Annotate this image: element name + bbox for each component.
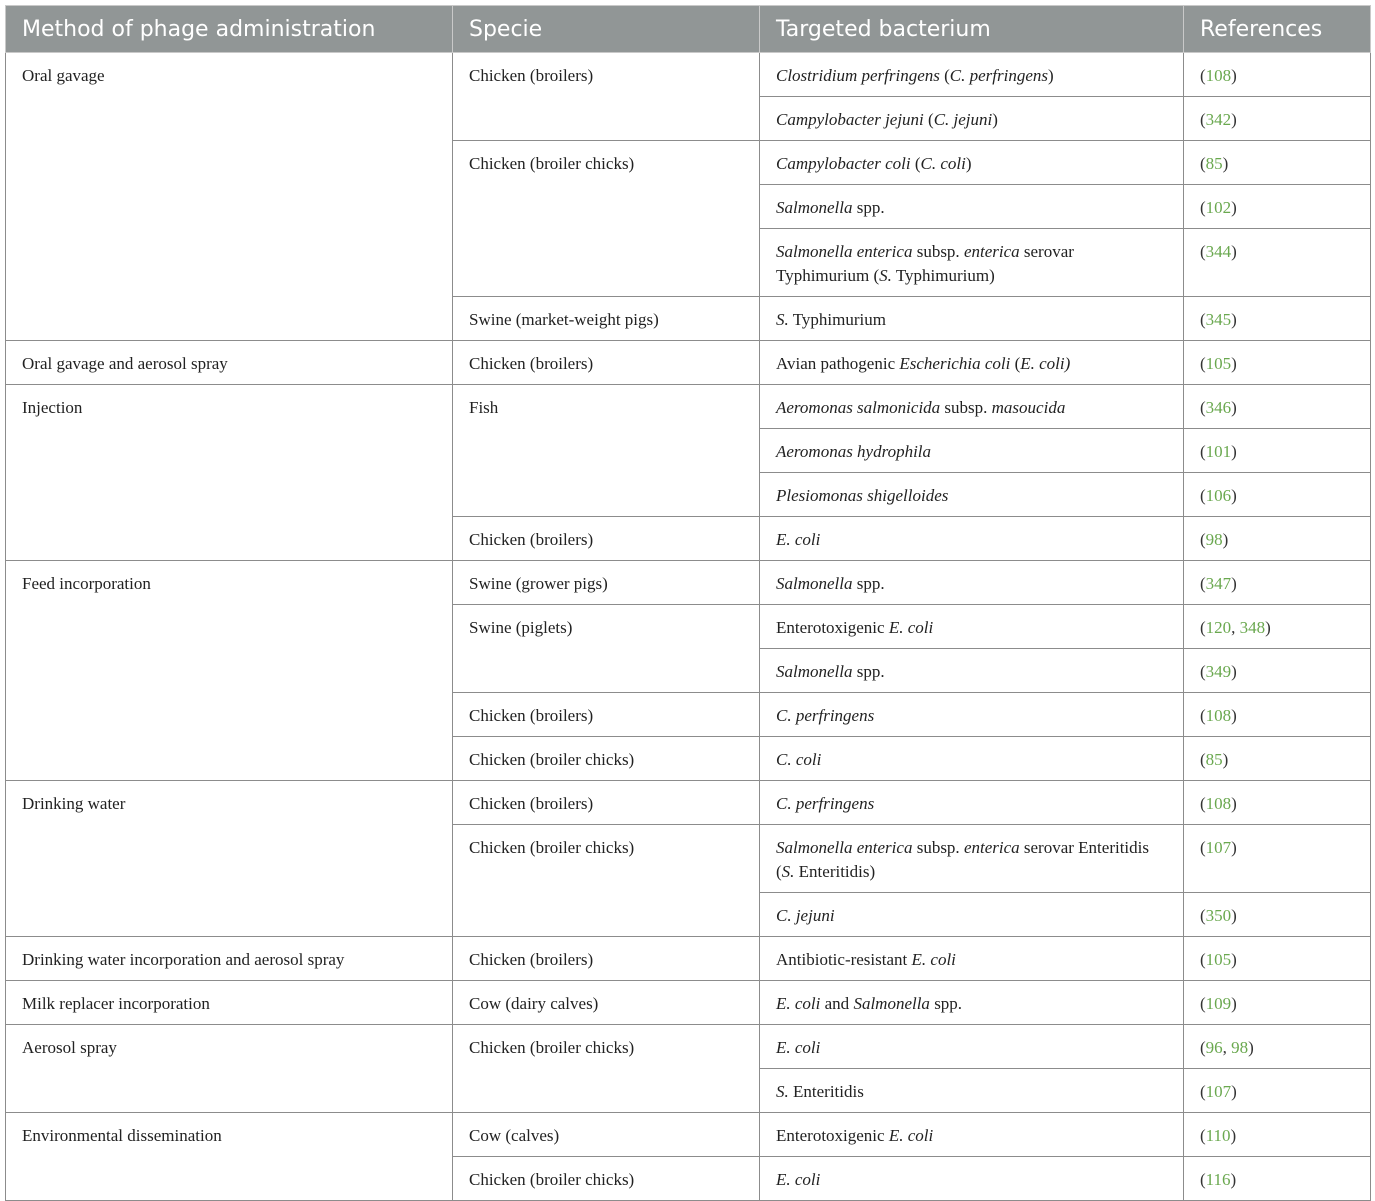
- bacterium-text: ): [1048, 66, 1054, 85]
- specie-cell: Chicken (broilers): [453, 341, 760, 385]
- bacterium-cell: [760, 97, 1184, 141]
- bacterium-text: C. coli: [920, 154, 966, 173]
- reference-cell: (120, 348): [1184, 605, 1371, 649]
- reference-cell: (108): [1184, 693, 1371, 737]
- bacterium-text: subsp.: [912, 838, 964, 857]
- bacterium-cell: [760, 649, 1184, 693]
- bacterium-text: C. perfringens: [776, 706, 875, 725]
- bacterium-text: (: [939, 66, 950, 85]
- reference-link[interactable]: 85: [1205, 750, 1223, 769]
- table-row: [6, 53, 1371, 97]
- bacterium-text: (: [910, 154, 921, 173]
- table-row: [6, 1025, 1371, 1069]
- reference-cell: (102): [1184, 185, 1371, 229]
- reference-link[interactable]: 348: [1239, 618, 1266, 637]
- bacterium-cell: [760, 825, 1184, 893]
- table-row: [6, 561, 1371, 605]
- header-references: References: [1184, 6, 1371, 53]
- reference-link[interactable]: 345: [1205, 310, 1232, 329]
- method-cell: Environmental dissemination: [6, 1113, 453, 1201]
- bacterium-text: E. coli: [888, 1126, 934, 1145]
- reference-cell: (350): [1184, 893, 1371, 937]
- bacterium-text: enterica: [963, 242, 1020, 261]
- table-row: [6, 341, 1371, 385]
- table-row: [6, 1113, 1371, 1157]
- table-body: [6, 53, 1371, 1201]
- method-cell: Injection: [6, 385, 453, 561]
- bacterium-text: E. coli: [911, 950, 956, 969]
- reference-link[interactable]: 347: [1205, 574, 1232, 593]
- bacterium-text: Campylobacter coli: [776, 154, 911, 173]
- reference-link[interactable]: 105: [1205, 354, 1232, 373]
- bacterium-text: E. coli: [776, 1170, 821, 1189]
- reference-cell: (85): [1184, 141, 1371, 185]
- bacterium-text: Enteritidis: [788, 1082, 864, 1101]
- specie-cell: Chicken (broilers): [453, 937, 760, 981]
- reference-link[interactable]: 342: [1205, 110, 1232, 129]
- header-method: Method of phage administration: [6, 6, 453, 53]
- bacterium-text: ): [965, 154, 972, 173]
- header-targeted-bacterium: Targeted bacterium: [760, 6, 1184, 53]
- bacterium-text: Plesiomonas shigelloides: [776, 486, 949, 505]
- table-row: [6, 781, 1371, 825]
- bacterium-cell: [760, 693, 1184, 737]
- bacterium-text: ): [992, 110, 998, 129]
- bacterium-text: Clostridium perfringens: [776, 66, 940, 85]
- reference-link[interactable]: 116: [1205, 1170, 1231, 1189]
- bacterium-text: Typhimurium): [891, 266, 995, 285]
- specie-cell: Chicken (broiler chicks): [453, 1157, 760, 1201]
- bacterium-cell: [760, 429, 1184, 473]
- bacterium-cell: [760, 737, 1184, 781]
- specie-cell: Swine (market-weight pigs): [453, 297, 760, 341]
- bacterium-cell: [760, 981, 1184, 1025]
- bacterium-text: E. coli): [1020, 354, 1071, 373]
- bacterium-text: Campylobacter jejuni: [776, 110, 924, 129]
- method-cell: Oral gavage and aerosol spray: [6, 341, 453, 385]
- bacterium-text: C. jejuni: [933, 110, 993, 129]
- specie-cell: Chicken (broilers): [453, 517, 760, 561]
- reference-cell: (105): [1184, 937, 1371, 981]
- reference-cell: (96, 98): [1184, 1025, 1371, 1069]
- method-cell: Drinking water: [6, 781, 453, 937]
- reference-cell: (101): [1184, 429, 1371, 473]
- reference-cell: (105): [1184, 341, 1371, 385]
- bacterium-text: S.: [776, 1082, 789, 1101]
- method-cell: Oral gavage: [6, 53, 453, 341]
- bacterium-text: Escherichia coli: [899, 354, 1011, 373]
- bacterium-cell: [760, 185, 1184, 229]
- bacterium-text: serovar Typhimurium (: [776, 242, 1074, 285]
- bacterium-text: E. coli: [888, 618, 934, 637]
- reference-link[interactable]: 98: [1231, 1038, 1249, 1057]
- bacterium-text: Enterotoxigenic: [776, 1126, 889, 1145]
- method-cell: Aerosol spray: [6, 1025, 453, 1113]
- bacterium-text: E. coli: [776, 530, 821, 549]
- bacterium-text: C. perfringens: [776, 794, 875, 813]
- reference-cell: (98): [1184, 517, 1371, 561]
- bacterium-cell: [760, 1025, 1184, 1069]
- reference-cell: (110): [1184, 1113, 1371, 1157]
- bacterium-text: C. jejuni: [776, 906, 835, 925]
- bacterium-text: S.: [776, 310, 789, 329]
- specie-cell: Fish: [453, 385, 760, 517]
- specie-cell: Swine (piglets): [453, 605, 760, 693]
- reference-cell: (108): [1184, 781, 1371, 825]
- reference-link[interactable]: 107: [1205, 838, 1232, 857]
- bacterium-text: Salmonella: [776, 662, 853, 681]
- specie-cell: Chicken (broilers): [453, 53, 760, 141]
- reference-link[interactable]: 102: [1205, 198, 1232, 217]
- specie-cell: Chicken (broiler chicks): [453, 825, 760, 937]
- reference-link[interactable]: 108: [1205, 66, 1232, 85]
- reference-cell: (349): [1184, 649, 1371, 693]
- bacterium-text: Enteritidis): [794, 862, 876, 881]
- bacterium-text: Enterotoxigenic: [776, 618, 889, 637]
- bacterium-cell: [760, 229, 1184, 297]
- bacterium-cell: [760, 561, 1184, 605]
- bacterium-cell: [760, 893, 1184, 937]
- bacterium-text: C. coli: [776, 750, 822, 769]
- bacterium-cell: [760, 341, 1184, 385]
- table-row: [6, 981, 1371, 1025]
- bacterium-text: S.: [781, 862, 795, 881]
- reference-link[interactable]: 108: [1205, 706, 1232, 725]
- header-row: [6, 6, 1371, 53]
- reference-cell: (108): [1184, 53, 1371, 97]
- bacterium-text: subsp.: [940, 398, 992, 417]
- reference-link[interactable]: 109: [1205, 994, 1232, 1013]
- bacterium-text: spp.: [852, 574, 885, 593]
- bacterium-text: Avian pathogenic: [776, 354, 900, 373]
- bacterium-text: Typhimurium: [788, 310, 886, 329]
- bacterium-text: spp.: [852, 198, 885, 217]
- bacterium-cell: [760, 473, 1184, 517]
- reference-link[interactable]: 96: [1205, 1038, 1223, 1057]
- bacterium-cell: [760, 1113, 1184, 1157]
- reference-cell: (107): [1184, 825, 1371, 893]
- reference-link[interactable]: 346: [1205, 398, 1232, 417]
- reference-cell: (345): [1184, 297, 1371, 341]
- bacterium-cell: [760, 297, 1184, 341]
- bacterium-text: Aeromonas hydrophila: [776, 442, 932, 461]
- reference-link[interactable]: 107: [1205, 1082, 1232, 1101]
- table-row: [6, 385, 1371, 429]
- bacterium-text: enterica: [963, 838, 1020, 857]
- reference-link[interactable]: 105: [1205, 950, 1232, 969]
- bacterium-cell: [760, 385, 1184, 429]
- bacterium-text: (: [1010, 354, 1021, 373]
- bacterium-text: (: [923, 110, 934, 129]
- table-row: [6, 937, 1371, 981]
- specie-cell: Swine (grower pigs): [453, 561, 760, 605]
- reference-link[interactable]: 85: [1205, 154, 1223, 173]
- method-cell: Feed incorporation: [6, 561, 453, 781]
- reference-link[interactable]: 98: [1205, 530, 1223, 549]
- reference-link[interactable]: 110: [1205, 1126, 1231, 1145]
- reference-link[interactable]: 106: [1205, 486, 1232, 505]
- bacterium-text: Salmonella: [776, 574, 853, 593]
- reference-cell: (109): [1184, 981, 1371, 1025]
- reference-link[interactable]: 349: [1205, 662, 1232, 681]
- bacterium-text: Salmonella: [776, 198, 853, 217]
- bacterium-cell: [760, 53, 1184, 97]
- bacterium-text: Aeromonas salmonicida: [776, 398, 941, 417]
- reference-cell: (344): [1184, 229, 1371, 297]
- bacterium-text: spp.: [852, 662, 885, 681]
- bacterium-text: E. coli: [776, 994, 821, 1013]
- specie-cell: Chicken (broilers): [453, 781, 760, 825]
- bacterium-text: subsp.: [912, 242, 964, 261]
- reference-cell: (346): [1184, 385, 1371, 429]
- reference-link[interactable]: 350: [1205, 906, 1232, 925]
- reference-link[interactable]: 101: [1205, 442, 1232, 461]
- bacterium-text: S.: [879, 266, 892, 285]
- specie-cell: Cow (calves): [453, 1113, 760, 1157]
- bacterium-text: and: [820, 994, 854, 1013]
- reference-cell: (106): [1184, 473, 1371, 517]
- bacterium-text: Antibiotic-resistant: [776, 950, 912, 969]
- bacterium-cell: [760, 937, 1184, 981]
- specie-cell: Chicken (broilers): [453, 693, 760, 737]
- bacterium-text: masoucida: [991, 398, 1066, 417]
- bacterium-cell: [760, 1069, 1184, 1113]
- reference-cell: (85): [1184, 737, 1371, 781]
- reference-link[interactable]: 120: [1205, 618, 1232, 637]
- reference-cell: (347): [1184, 561, 1371, 605]
- reference-cell: (116): [1184, 1157, 1371, 1201]
- specie-cell: Chicken (broiler chicks): [453, 141, 760, 297]
- phage-administration-table: [5, 5, 1371, 1201]
- bacterium-text: Salmonella enterica: [776, 838, 913, 857]
- bacterium-text: Salmonella enterica: [776, 242, 913, 261]
- bacterium-cell: [760, 781, 1184, 825]
- bacterium-cell: [760, 1157, 1184, 1201]
- reference-link[interactable]: 108: [1205, 794, 1232, 813]
- method-cell: Drinking water incorporation and aerosol spray: [6, 937, 453, 981]
- bacterium-text: C. perfringens: [949, 66, 1049, 85]
- reference-cell: (342): [1184, 97, 1371, 141]
- bacterium-text: spp.: [929, 994, 963, 1013]
- reference-cell: (107): [1184, 1069, 1371, 1113]
- bacterium-cell: [760, 141, 1184, 185]
- specie-cell: Chicken (broiler chicks): [453, 1025, 760, 1113]
- bacterium-text: serovar Enteritidis (: [776, 838, 1149, 881]
- bacterium-cell: [760, 517, 1184, 561]
- specie-cell: Cow (dairy calves): [453, 981, 760, 1025]
- bacterium-cell: [760, 605, 1184, 649]
- header-specie: Specie: [453, 6, 760, 53]
- bacterium-text: Salmonella: [853, 994, 930, 1013]
- bacterium-text: E. coli: [776, 1038, 821, 1057]
- reference-link[interactable]: 344: [1205, 242, 1232, 261]
- specie-cell: Chicken (broiler chicks): [453, 737, 760, 781]
- method-cell: Milk replacer incorporation: [6, 981, 453, 1025]
